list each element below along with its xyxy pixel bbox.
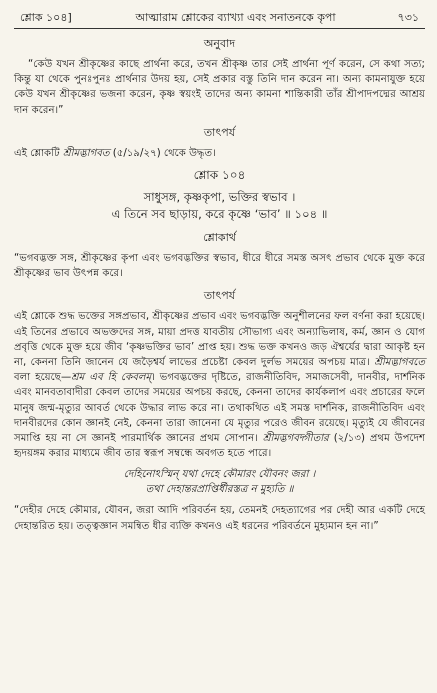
purport2-paragraph — [14, 309, 425, 461]
gita-translation-quote: “দেহীর দেহে কৌমার, যৌবন, জরা আদি পরিবর্তন হয়, তেমনই দেহত্যাগের পর দেহী আর একটি দেহে দেহান্তরিত হয়। তত্ত্বজ্ঞান সমন্বিত ধীর ব্যক্তি কখনও এই ধরনের পরিবর্তনে মুহ্যমান হন না।” — [14, 505, 425, 532]
translation-text: “কেউ যখন শ্রীকৃষ্ণের কাছে প্রার্থনা করে, তখন শ্রীকৃষ্ণ তার সেই প্রার্থনা পূর্ণ করেন, সে কথা সত্য; কিন্তু যা থেকে পুনঃপুনঃ প্রার্থনার উদয় হয়, সেই প্রকার বস্তু তিনি দান করেন না। অন্য কামনাযুক্ত হয়ে কেউ যখন শ্রীকৃষ্ণের ভজনা করেন, কৃষ্ণ স্বয়ংই তাদের অন্য কামনা শান্তিকারী তাঁর শ্রীপাদপদ্মের আশ্রয় দান করেন।” — [14, 59, 425, 116]
purport2-ref-bhagavatam: শ্রীমদ্ভাগবতে — [374, 357, 425, 369]
purport2-text-a: এই শ্লোকে শুদ্ধ ভক্তের সঙ্গপ্রভাব, শ্রীকৃষ্ণের প্রভাব এবং ভগবদ্ভক্তি অনুশীলনের ফল বর্ণনা করা হয়েছে। এই তিনের প্রভাবে অভক্তদের সঙ্গ, মায়া প্রদত্ত যাবতীয় সৌভাগ্য এবং অন্যাভিলাষ, কর্ম, জ্ঞান ও যোগ প্রবৃত্তি থেকে মুক্ত হয়ে জীব ‘কৃষ্ণভক্তির ভাব’ প্রাপ্ত হয়। শুদ্ধ ভক্ত কখনও জড় ঐশ্বর্যের দ্বারা আকৃষ্ট হন না, কেননা তিনি জানেন যে জড়ৈশ্বর্য লাভের প্রচেষ্টা কেবল দুর্লভ সময়ের অপচয় মাত্র। — [14, 311, 425, 369]
verse-line-1: সাধুসঙ্গ, কৃষ্ণকৃপা, ভক্তির স্বভাব । — [143, 190, 296, 205]
header-chapter-title: আত্মারাম শ্লোকের ব্যাখ্যা এবং সনাতনকে কৃপা — [135, 11, 336, 24]
verse-line-2: এ তিনে সব ছাড়ায়, করে কৃষ্ণে ‘ভাব’ ॥ ১০৪ ॥ — [111, 207, 328, 222]
verse-heading: শ্লোক ১০৪ — [193, 168, 246, 183]
purport2-heading: তাৎপর্য — [203, 289, 236, 303]
page-header — [14, 6, 425, 29]
header-verse-ref: শ্লোক ১০৪] — [20, 11, 72, 24]
purport2-text-d: (২/১৩) প্রথম উপদেশ হৃদয়ঙ্গম করার মাধ্যমে জীব তার স্বরূপ সম্বন্ধে অবগত হতে পারে। — [14, 433, 426, 460]
purport2-ref-quote: শ্রম এব হি কেবলম্‌ — [71, 372, 152, 384]
purport-heading: তাৎপর্য — [203, 125, 236, 139]
purport-source-ref: শ্রীমদ্ভাগবত — [62, 147, 110, 159]
purport2-text-b: বলা হয়েছে— — [14, 372, 72, 384]
purport-source-post: (৫/১৯/২৭) থেকে উদ্ধৃত। — [109, 147, 216, 159]
shlokartha-heading: শ্লোকার্থ — [203, 231, 236, 245]
purport-source-pre: এই শ্লোকটি — [14, 147, 63, 159]
gita-shloka-line-2: তথা দেহান্তরপ্রাপ্তির্ধীরস্তত্র ন মুহ্যতি ॥ — [145, 484, 294, 496]
gita-shloka — [14, 467, 425, 497]
translation-heading: অনুবাদ — [203, 37, 236, 50]
purport-source-note — [14, 146, 425, 161]
page-number: ৭৩১ — [397, 11, 419, 24]
purport2-text-c: । ভগবদ্ভক্তের দৃষ্টিতে, রাজনীতিবিদ, সমাজসেবী, দানবীর, দার্শনিক এবং মানবতাবাদীরা কেবল তাদের সময়ের অপচয় করছে, কেননা তাদের কার্যকলাপ এবং প্রচারের ফলে মানুষ জন্ম-মৃত্যুর আবর্ত থেকে উদ্ধার লাভ করে না। তথাকথিত এই সমস্ত দার্শনিক, রাজনীতিবিদ এবং দানবীরদের কোন জ্ঞানই নেই, কেননা তারা জানেনা যে মৃত্যুর পরেও জীবন রয়েছে। মৃত্যুই যে জীবনের সমাপ্তি হয় না সে জ্ঞানই পারমার্থিক জ্ঞানের প্রথম সোপান। — [14, 372, 425, 445]
purport2-ref-gita: শ্রীমদ্ভগবদ্গীতার — [262, 433, 329, 445]
gita-shloka-line-1: দেহিনোঽস্মিন্‌ যথা দেহে কৌমারং যৌবনং জরা । — [123, 469, 316, 481]
shlokartha-text: “ভগবদ্ভক্ত সঙ্গ, শ্রীকৃষ্ণের কৃপা এবং ভগবদ্ভক্তির স্বভাব, ধীরে ধীরে সমস্ত অসৎ প্রভাব থেকে মুক্ত করে শ্রীকৃষ্ণের ভাব উৎপন্ন করে। — [14, 253, 425, 280]
